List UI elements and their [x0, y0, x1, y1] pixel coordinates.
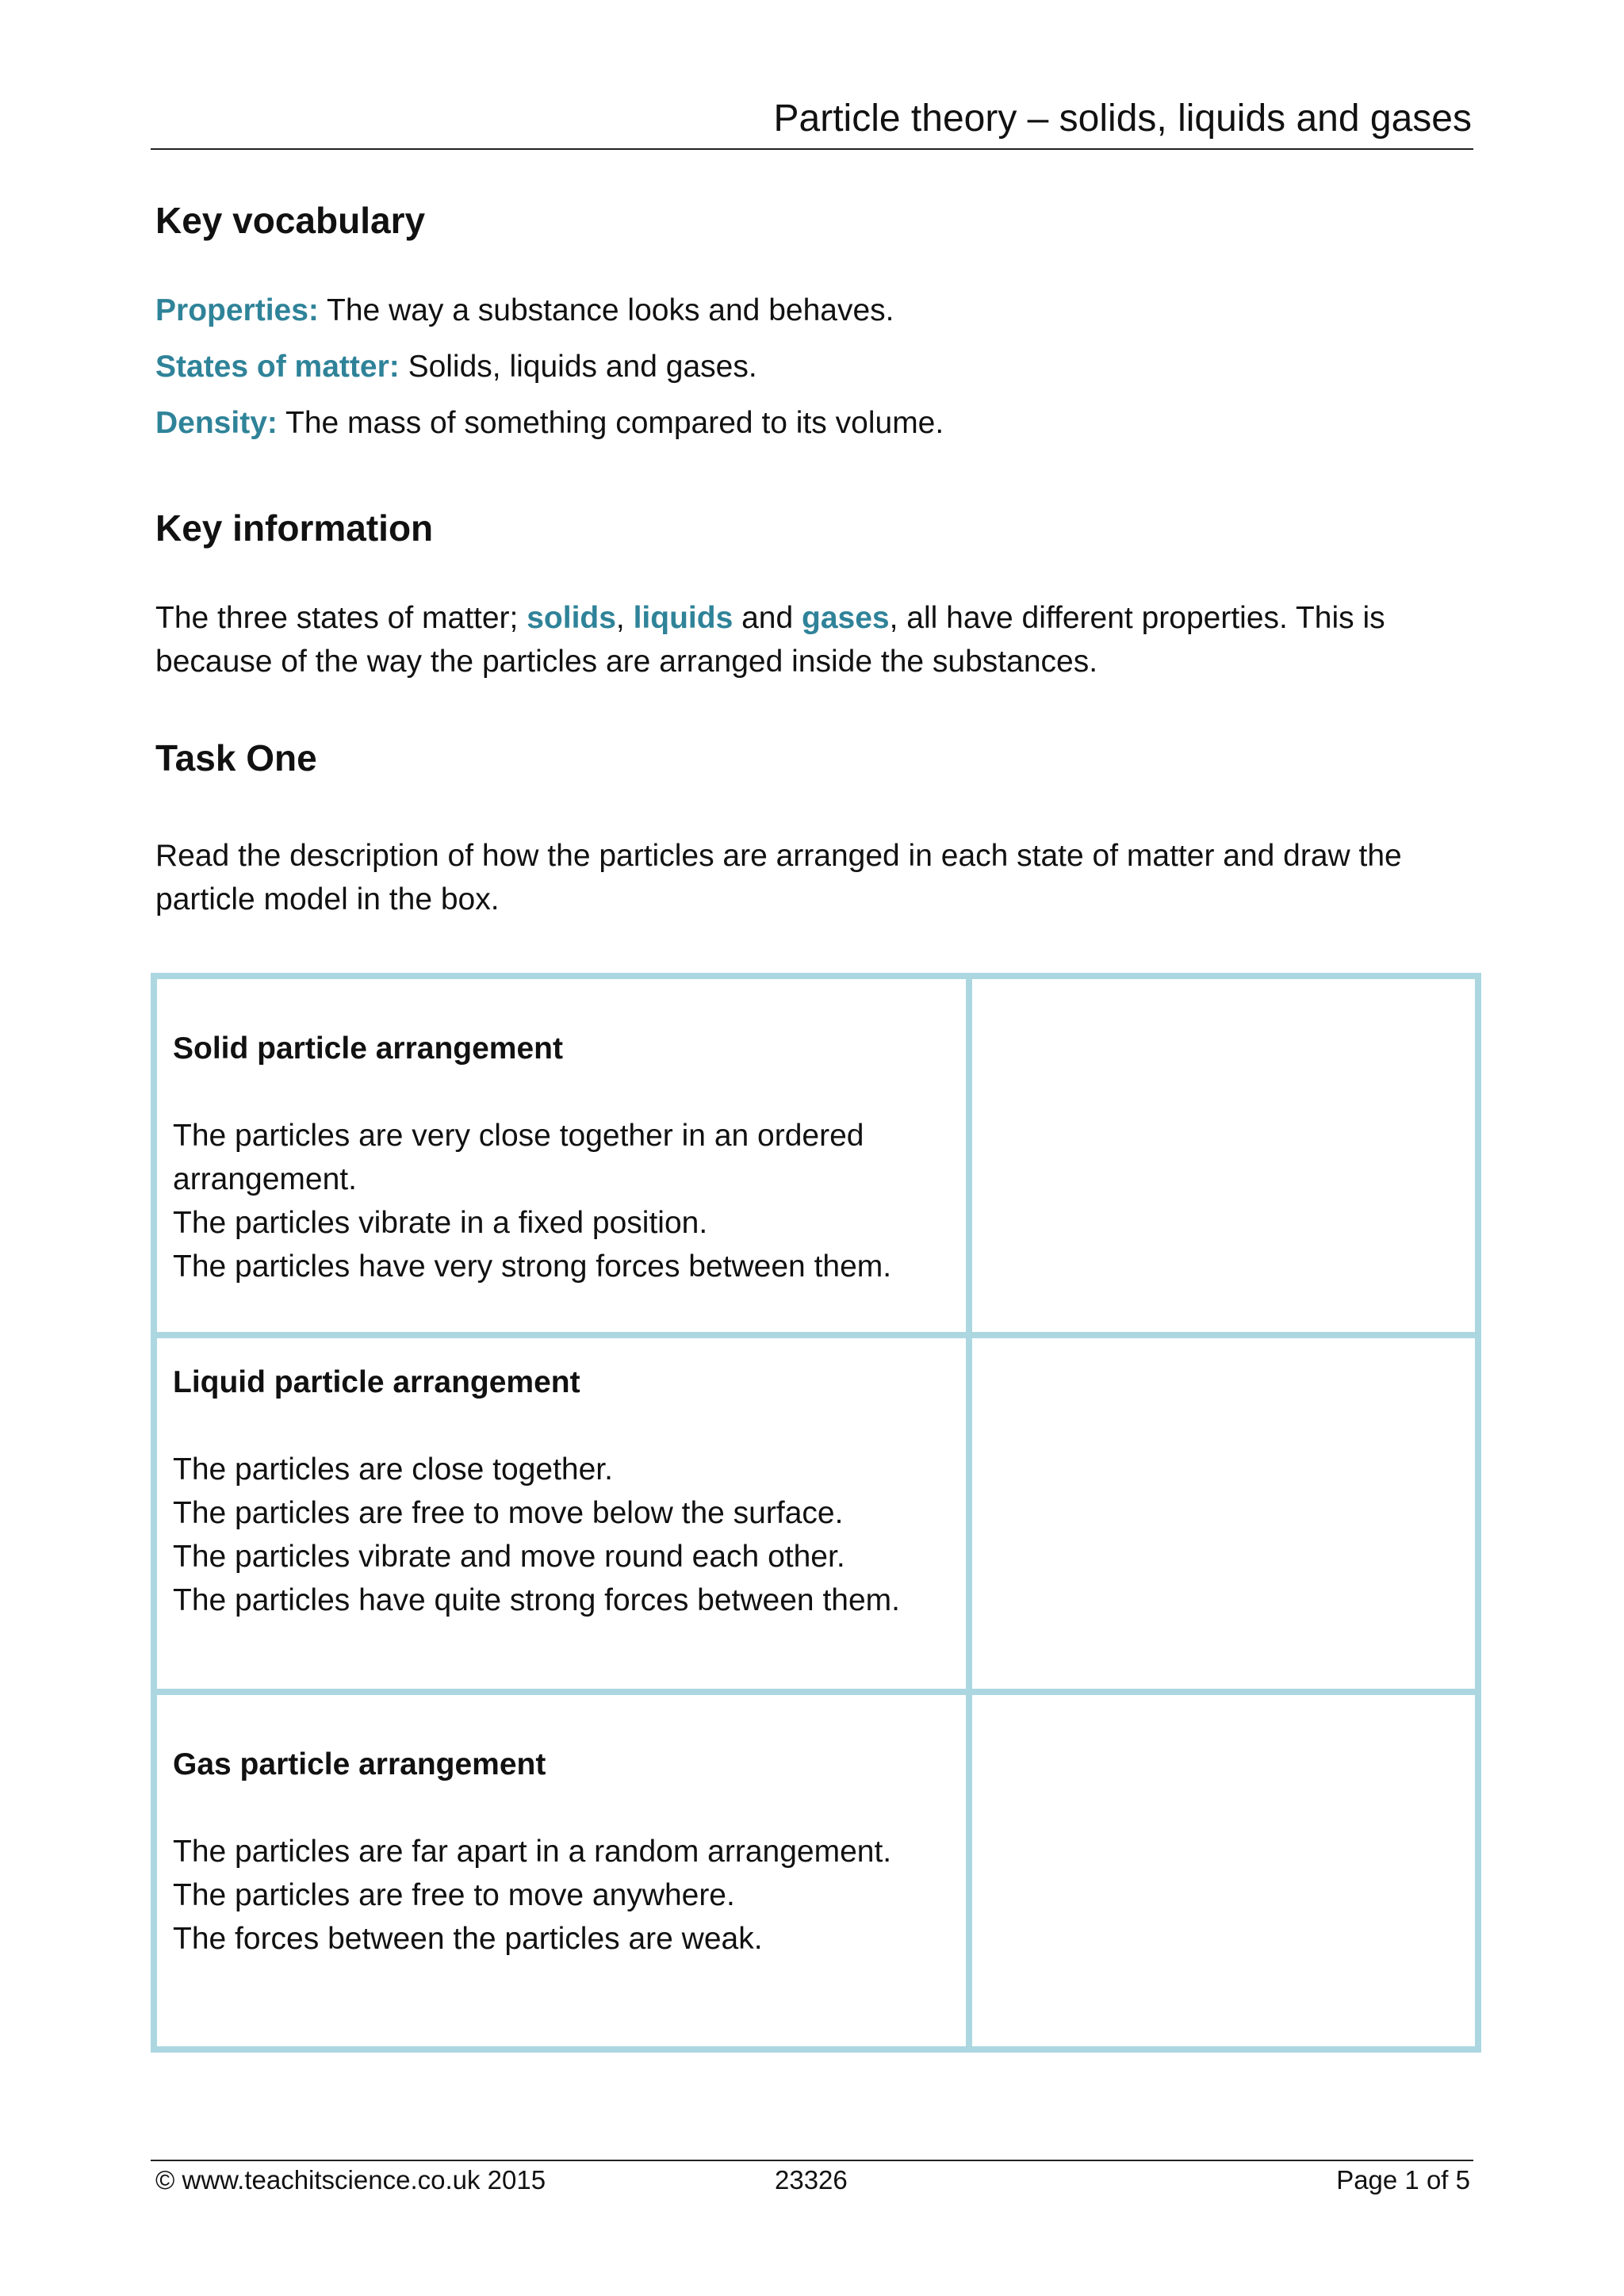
table-row [154, 1335, 1478, 1693]
footer-copyright: © www.teachitscience.co.uk 2015 [155, 2165, 546, 2195]
footer-divider [151, 2160, 1473, 2161]
vocab-item [155, 401, 944, 446]
liquid-drawing-box[interactable] [969, 1335, 1478, 1693]
task-instructions: Read the description of how the particles are arranged in each state of matter and draw the particle model in the box. [155, 839, 1402, 916]
footer-page-number: Page 1 of 5 [1336, 2165, 1470, 2195]
vocab-definition: The mass of something compared to its volume. [277, 406, 944, 440]
vocab-item [155, 345, 757, 389]
vocabulary-heading: Key vocabulary [155, 200, 426, 241]
cell-line: The particles are free to move anywhere. [173, 1878, 735, 1913]
page-title: Particle theory – solids, liquids and gases [773, 98, 1472, 140]
cell-line: The particles are very close together in an ordered arrangement. [173, 1119, 864, 1196]
vocab-term: Properties: [155, 293, 319, 327]
info-separator: and [733, 601, 802, 635]
cell-line: The particles have quite strong forces between them. [173, 1582, 900, 1617]
cell-line: The particles are close together. [173, 1452, 613, 1487]
info-term-solids: solids [527, 601, 616, 635]
cell-content [157, 1695, 966, 1961]
table-row [154, 1692, 1478, 2049]
vocab-definition: The way a substance looks and behaves. [318, 293, 894, 327]
liquid-description-cell [154, 1335, 969, 1693]
cell-title: Gas particle arrangement [173, 1747, 546, 1782]
vocab-term: Density: [155, 406, 278, 440]
gas-drawing-box[interactable] [969, 1692, 1478, 2049]
info-term-gases: gases [802, 601, 890, 635]
key-information-text [155, 596, 1481, 683]
gas-description-cell [154, 1692, 969, 2049]
footer-resource-code: 23326 [775, 2165, 848, 2195]
cell-title: Solid particle arrangement [173, 1031, 563, 1066]
cell-line: The particles vibrate in a fixed position. [173, 1206, 708, 1240]
vocab-term: States of matter: [155, 350, 400, 384]
task-one-heading: Task One [155, 737, 317, 779]
cell-title: Liquid particle arrangement [173, 1364, 580, 1399]
info-text: The three states of matter; [155, 601, 527, 635]
cell-line: The particles vibrate and move round each other. [173, 1539, 845, 1574]
info-text: , all have different properties. This is because of the way the particles are arranged inside the substances. [155, 601, 1385, 679]
vocab-definition: Solids, liquids and gases. [399, 350, 757, 384]
particle-model-table [151, 973, 1481, 2053]
cell-line: The particles are free to move below the surface. [173, 1495, 844, 1530]
header-divider [151, 148, 1473, 150]
cell-content [157, 979, 966, 1288]
cell-line: The particles have very strong forces between them. [173, 1249, 892, 1284]
key-information-heading: Key information [155, 507, 434, 549]
cell-line: The particles are far apart in a random arrangement. [173, 1835, 892, 1869]
info-term-liquids: liquids [633, 601, 733, 635]
vocab-item [155, 289, 894, 333]
cell-line: The forces between the particles are weak. [173, 1922, 763, 1957]
table-row [154, 976, 1478, 1335]
solid-drawing-box[interactable] [969, 976, 1478, 1335]
solid-description-cell [154, 976, 969, 1335]
cell-content [157, 1338, 966, 1622]
info-separator: , [615, 601, 634, 635]
